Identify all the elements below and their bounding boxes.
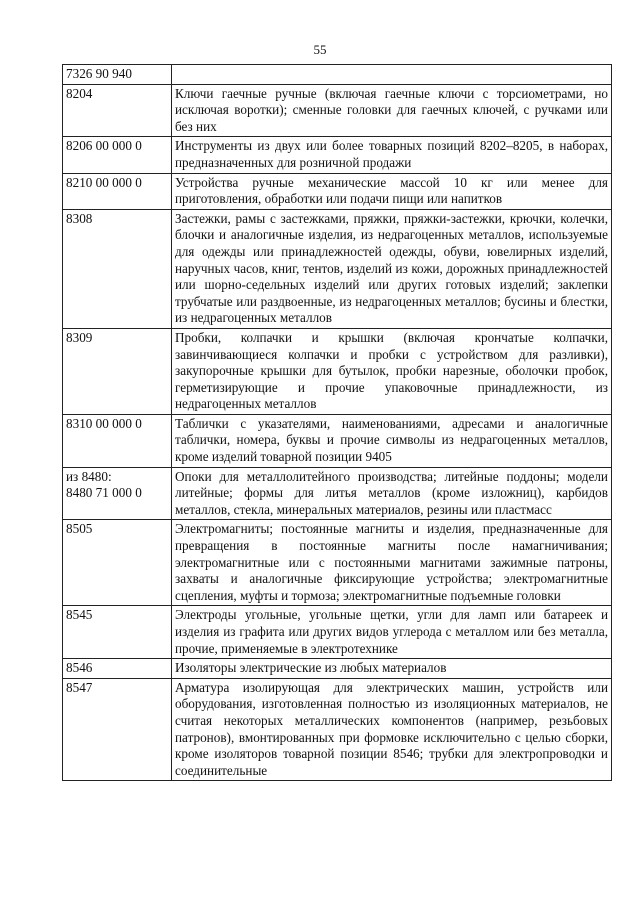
page-number: 55 — [313, 42, 327, 57]
code-cell: 8546 — [63, 659, 172, 679]
tariff-code-table — [62, 64, 612, 781]
code-cell: 8547 — [63, 678, 172, 781]
code-cell: из 8480: 8480 71 000 0 — [63, 467, 172, 520]
description-cell: Инструменты из двух или более товарных позиций 8202–8205, в наборах, предназначенных для розничной продажи — [172, 137, 612, 173]
code-cell: 8545 — [63, 606, 172, 659]
code-cell: 8309 — [63, 328, 172, 414]
description-cell: Электромагниты; постоянные магниты и изделия, предназначенные для превращения в постоянные магниты после намагничивания; электромагнитные или с постоянными магнитами зажимные патроны, захваты и аналогичные фиксирующие устройства; электромагнитные сцепления, муфты и тормоза; электромагнитные подъемные головки — [172, 520, 612, 606]
description-cell: Электроды угольные, угольные щетки, угли для ламп или батареек и изделия из графита или других видов углерода с металлом или без металла, прочие, применяемые в электротехнике — [172, 606, 612, 659]
table-row — [63, 467, 612, 520]
table-row — [63, 173, 612, 209]
description-cell: Устройства ручные механические массой 10 кг или менее для приготовления, обработки или подачи пищи или напитков — [172, 173, 612, 209]
code-cell: 8308 — [63, 209, 172, 328]
table-row — [63, 678, 612, 781]
table-row — [63, 84, 612, 137]
table-row — [63, 65, 612, 85]
description-cell: Опоки для металлолитейного производства; литейные поддоны; модели литейные; формы для литья металлов (кроме изложниц), карбидов металлов, стекла, минеральных материалов, резины или пластмасс — [172, 467, 612, 520]
description-cell: Таблички с указателями, наименованиями, адресами и аналогичные таблички, номера, буквы и прочие символы из недрагоценных металлов, кроме изделий товарной позиции 9405 — [172, 414, 612, 467]
description-cell: Пробки, колпачки и крышки (включая крончатые колпачки, завинчивающиеся колпачки и пробки с устройством для разливки), закупорочные крышки для бутылок, пробки нарезные, оболочки пробок, герметизирующие и прочие упаковочные принадлежности, из недрагоценных металлов — [172, 328, 612, 414]
table-row — [63, 209, 612, 328]
description-cell: Застежки, рамы с застежками, пряжки, пряжки-застежки, крючки, колечки, блочки и аналогичные изделия, из недрагоценных металлов, используемые для одежды или принадлежностей одежды, обуви, ювелирных изделий, наручных часов, книг, тентов, изделий из кожи, дорожных принадлежностей или шорно-седельных изделий или других готовых изделий; заклепки трубчатые или раздвоенные, из недрагоценных металлов; бусины и блестки, из недрагоценных металлов — [172, 209, 612, 328]
code-cell: 8505 — [63, 520, 172, 606]
table-row — [63, 606, 612, 659]
description-cell: Изоляторы электрические из любых материалов — [172, 659, 612, 679]
table-row — [63, 659, 612, 679]
description-cell — [172, 65, 612, 85]
description-cell: Ключи гаечные ручные (включая гаечные ключи с торсиометрами, но исключая воротки); сменные головки для гаечных ключей, с ручками или без них — [172, 84, 612, 137]
description-cell: Арматура изолирующая для электрических машин, устройств или оборудования, изготовленная полностью из изоляционных материалов, не считая некоторых металлических компонентов (например, резьбовых патронов), вмонтированных при формовке исключительно с целью сборки, кроме изоляторов товарной позиции 8546; трубки для электропроводки и соединительные — [172, 678, 612, 781]
code-cell: 8210 00 000 0 — [63, 173, 172, 209]
code-cell: 7326 90 940 — [63, 65, 172, 85]
table-row — [63, 414, 612, 467]
table-row — [63, 328, 612, 414]
code-cell: 8204 — [63, 84, 172, 137]
code-cell: 8206 00 000 0 — [63, 137, 172, 173]
code-cell: 8310 00 000 0 — [63, 414, 172, 467]
table-row — [63, 520, 612, 606]
table-row — [63, 137, 612, 173]
